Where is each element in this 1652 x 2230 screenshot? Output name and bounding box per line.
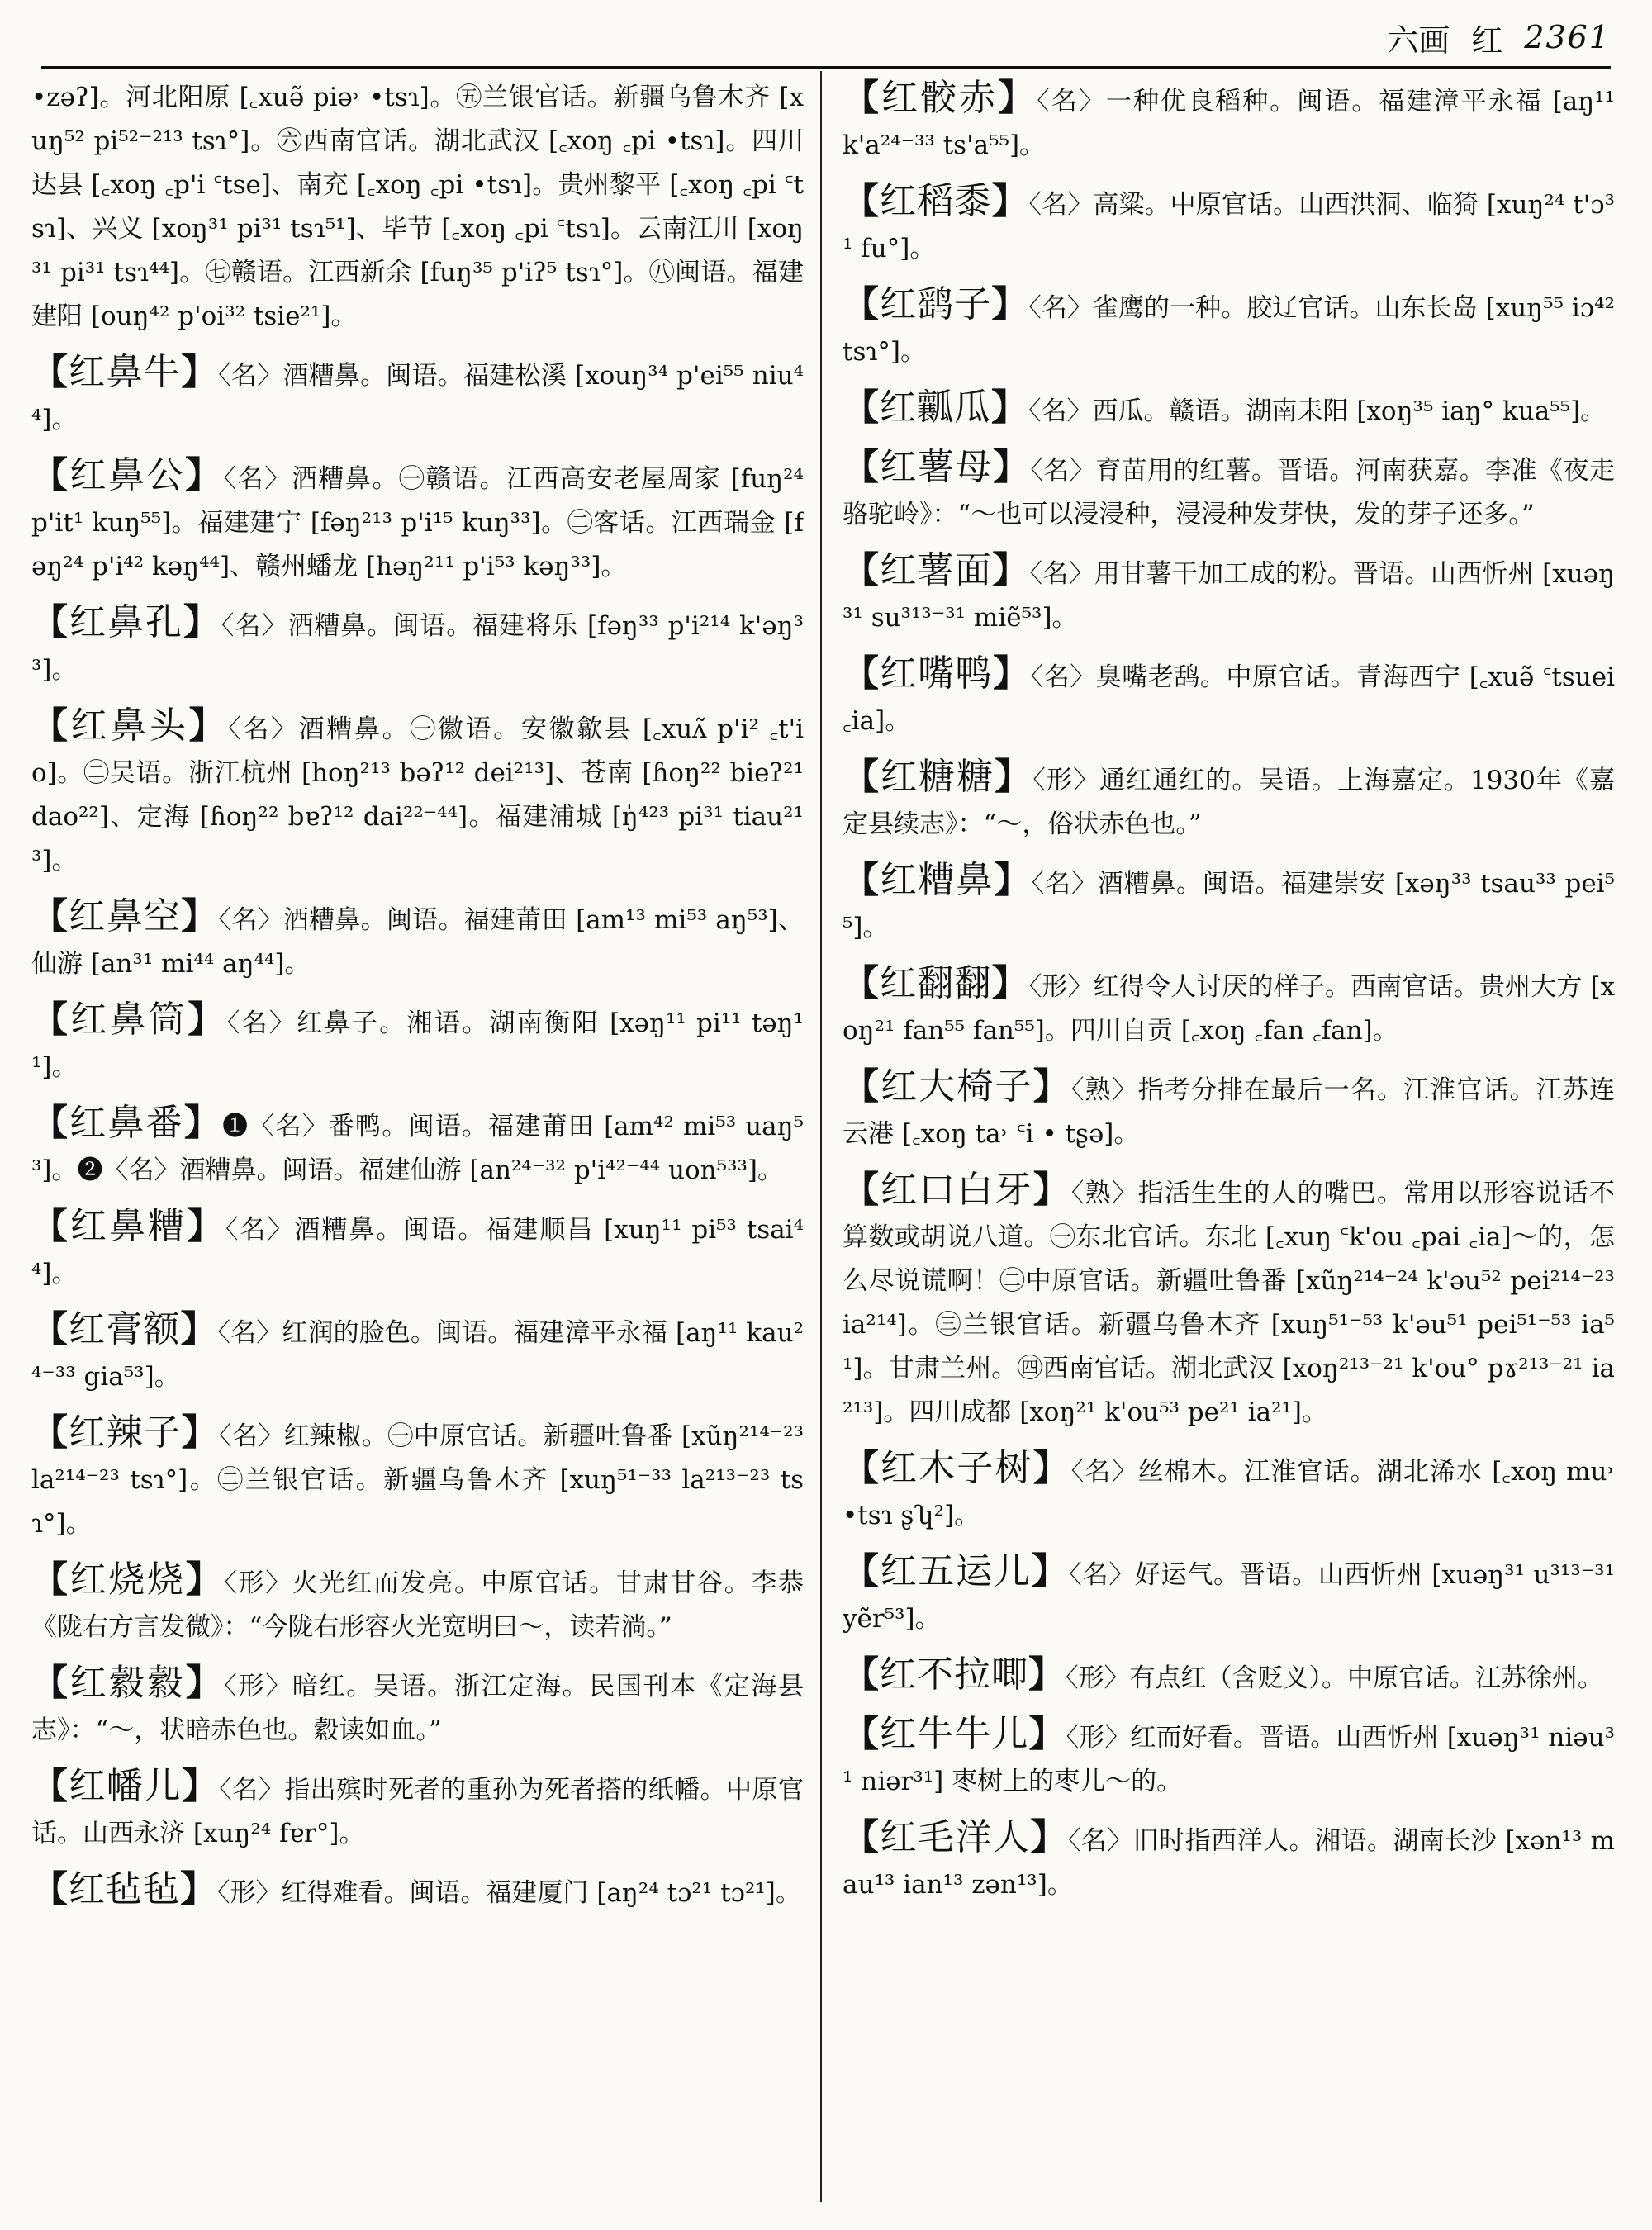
headword-text: 红鼻牛: [69, 351, 181, 393]
page-header: [1264, 12, 1611, 63]
headword-text: 红嘴鸭: [880, 652, 994, 695]
entry-definition: 〈形〉通红通红的。吴语。上海嘉定。1930年《嘉定县续志》：“～，俗状赤色也。”: [843, 766, 1615, 839]
bracket-open: 【: [843, 1816, 881, 1858]
left-entries: [31, 350, 804, 1915]
headword-text: 红薯面: [880, 549, 993, 591]
headword-text: 红鼻糟: [70, 1205, 187, 1247]
entry-headword: [843, 1065, 1071, 1108]
bracket-open: 【: [31, 895, 69, 937]
headword-text: 红不拉唧: [880, 1654, 1028, 1696]
bracket-open: 【: [843, 283, 881, 325]
bracket-close: 】: [993, 652, 1031, 695]
entry-definition: 〈名〉酒糟鼻。闽语。福建松溪 [xouŋ³⁴ p'ei⁵⁵ niu⁴⁴]。: [31, 361, 804, 434]
entry-headword: [843, 1713, 1066, 1755]
entry-headword: [31, 1765, 219, 1807]
entry-headword: [843, 652, 1031, 695]
dictionary-entry: [843, 1446, 1615, 1538]
bracket-open: 【: [843, 387, 880, 429]
bracket-close: 】: [1030, 1816, 1068, 1858]
bracket-open: 【: [843, 1713, 881, 1755]
entry-definition: 〈熟〉指活生生的人的嘴巴。常用以形容说话不算数或胡说八道。㊀东北官话。东北 [꜀xuŋ ꜂k'ou ꜀pai ꜀ia]～的，怎么尽说谎啊！㊁中原官话。新疆吐鲁番 [xũŋ²¹⁴⁻²⁴ k'əu⁵² pei²¹⁴⁻²³ ia²¹⁴]。㊂兰银官话。新疆乌鲁木齐 [xuŋ⁵¹⁻⁵³ k'əu⁵¹ pei⁵¹⁻⁵³ ia⁵¹]。甘肃兰州。㊃西南官话。湖北武汉 [xoŋ²¹³⁻²¹ k'ou° pɤ²¹³⁻²¹ ia²¹³]。四川成都 [xoŋ²¹ k'ou⁵³ pe²¹ ia²¹]。: [843, 1179, 1615, 1427]
bracket-open: 【: [31, 1868, 69, 1910]
headword-text: 红鼻番: [69, 1102, 184, 1144]
dictionary-entry: [31, 998, 804, 1089]
bracket-open: 【: [843, 180, 881, 222]
entry-definition: 〈名〉臭嘴老鸹。中原官话。青海西宁 [꜀xuə̃ ꜂tsuei ꜀ia]。: [843, 662, 1615, 736]
dictionary-entry: [843, 1065, 1615, 1156]
bracket-close: 】: [992, 446, 1031, 488]
entry-definition: 〈名〉用甘薯干加工成的粉。晋语。山西忻州 [xuəŋ³¹ su³¹³⁻³¹ miẽ⁵³]。: [843, 559, 1615, 633]
entry-headword: [31, 1559, 224, 1601]
bracket-close: 】: [188, 705, 229, 747]
entry-definition: 〈名〉红润的脸色。闽语。福建漳平永福 [aŋ¹¹ kau²⁴⁻³³ gia⁵³]。: [31, 1318, 804, 1392]
dictionary-entry: [843, 1168, 1615, 1435]
bracket-close: 】: [183, 601, 221, 643]
bracket-close: 】: [186, 1205, 225, 1247]
bracket-close: 】: [991, 180, 1029, 222]
dictionary-entry: [31, 1558, 804, 1649]
entry-definition: 〈名〉一种优良稻种。闽语。福建漳平永福 [aŋ¹¹ k'a²⁴⁻³³ ts'a⁵⁵]。: [843, 87, 1615, 160]
entry-headword: [31, 601, 221, 643]
headword-text: 红薯母: [880, 446, 993, 488]
entry-headword: [31, 705, 228, 747]
entry-definition: 〈名〉酒糟鼻。闽语。福建顺昌 [xuŋ¹¹ pi⁵³ tsai⁴⁴]。: [31, 1215, 804, 1288]
headword-text: 红翻翻: [880, 962, 992, 1004]
headword-text: 红毛洋人: [880, 1816, 1031, 1858]
headword-text: 红鼻筒: [70, 999, 188, 1041]
bracket-close: 】: [1028, 1654, 1066, 1696]
dictionary-entry: [843, 282, 1615, 374]
entry-definition: 〈名〉红鼻子。湘语。湖南衡阳 [xəŋ¹¹ pi¹¹ təŋ¹¹]。: [31, 1008, 804, 1082]
headword-text: 红五运儿: [880, 1550, 1032, 1592]
headword-text: 红毡毡: [69, 1868, 180, 1910]
dictionary-entry: [31, 600, 804, 692]
headword-text: 红鼻头: [70, 705, 189, 747]
bracket-open: 【: [31, 1102, 70, 1144]
entry-definition: 〈名〉酒糟鼻。㊀赣语。江西高安老屋周家 [fuŋ²⁴ p'it¹ kuŋ⁵⁵]。福建建宁 [fəŋ²¹³ p'i¹⁵ kuŋ³³]。㊁客话。江西瑞金 [fəŋ²⁴ p'i⁴² kəŋ⁴⁴]、赣州蟠龙 [həŋ²¹¹ p'i⁵³ kəŋ³³]。: [31, 464, 804, 581]
bracket-open: 【: [31, 1662, 70, 1704]
headword-text: 红木子树: [881, 1447, 1033, 1489]
entry-headword: [843, 77, 1037, 119]
entry-definition: 〈名〉高粱。中原官话。山西洪洞、临猗 [xuŋ²⁴ t'ɔ³¹ fu°]。: [843, 190, 1615, 263]
entry-headword: [843, 180, 1029, 222]
entry-definition: 〈名〉酒糟鼻。闽语。福建崇安 [xəŋ³³ tsau³³ pei⁵⁵]。: [843, 869, 1615, 942]
bracket-open: 【: [31, 1205, 70, 1247]
dictionary-entry: [843, 179, 1615, 271]
dictionary-entry: [843, 1712, 1615, 1804]
headword-text: 红幡儿: [69, 1765, 182, 1807]
dictionary-entry: [31, 1204, 804, 1296]
bracket-close: 】: [1032, 1169, 1071, 1211]
bracket-open: 【: [843, 859, 881, 901]
entry-definition: 〈形〉有点红（含贬义）。中原官话。江苏徐州。: [1066, 1663, 1603, 1693]
entry-headword: [843, 1816, 1068, 1858]
dictionary-entry: [843, 1815, 1615, 1907]
dictionary-entry: [843, 1653, 1615, 1701]
entry-definition: 〈名〉丝棉木。江淮官话。湖北浠水 [꜀xoŋ mu˒ •tsɿ ʂʮ²]。: [843, 1457, 1615, 1530]
bracket-open: 【: [31, 1559, 70, 1601]
bracket-open: 【: [31, 1765, 69, 1807]
bracket-open: 【: [31, 705, 71, 747]
bracket-open: 【: [843, 1550, 881, 1592]
headword-text: 红鹞子: [880, 283, 992, 325]
entry-definition: 〈名〉指出殡时死者的重孙为死者搭的纸幡。中原官话。山西永济 [xuŋ²⁴ fɐr°]。: [31, 1775, 804, 1848]
dictionary-entry: [843, 652, 1615, 743]
entry-definition: 〈形〉火光红而发亮。中原官话。甘肃甘谷。李恭《陇右方言发微》：“今陇右形容火光宽明曰～，读若淌。”: [31, 1568, 804, 1642]
dictionary-entry: [843, 755, 1615, 847]
page-number: 2361: [1524, 19, 1611, 55]
headword-text: 红鼻空: [69, 895, 182, 937]
entry-headword: [31, 1308, 218, 1350]
dictionary-entry: [31, 1867, 804, 1915]
bracket-close: 】: [1032, 1447, 1071, 1489]
dictionary-entry: [843, 548, 1615, 640]
entry-headword: [843, 1550, 1069, 1592]
entry-definition: 〈形〉红得令人讨厌的样子。西南官话。贵州大方 [xoŋ²¹ fan⁵⁵ fan⁵⁵]。四川自贡 [꜀xoŋ ꜀fan ꜀fan]。: [843, 972, 1615, 1046]
bracket-open: 【: [843, 652, 881, 695]
dictionary-entry: [843, 961, 1615, 1053]
headword-text: 红骹赤: [881, 77, 999, 119]
bracket-open: 【: [843, 1654, 880, 1696]
dictionary-entry: [31, 704, 804, 883]
headword-text: 红牛牛儿: [880, 1713, 1029, 1755]
bracket-close: 】: [181, 1765, 220, 1807]
dictionary-entry: [31, 1764, 804, 1856]
bracket-close: 】: [991, 283, 1029, 325]
left-column: [31, 76, 804, 2219]
bracket-open: 【: [843, 962, 881, 1004]
entry-definition: 〈形〉暗红。吴语。浙江定海。民国刊本《定海县志》：“～，状暗赤色也。縠读如血。”: [31, 1672, 804, 1745]
entry-definition: 〈名〉酒糟鼻。闽语。福建将乐 [fəŋ³³ p'i²¹⁴ k'əŋ³³]。: [31, 611, 804, 685]
bracket-close: 】: [183, 1102, 223, 1144]
entry-headword: [843, 962, 1029, 1004]
dictionary-entry: [31, 1307, 804, 1399]
bracket-close: 】: [991, 962, 1029, 1004]
entry-headword: [31, 1205, 225, 1247]
bracket-close: 】: [188, 999, 227, 1041]
section-label: 六画: [1387, 21, 1450, 59]
headword-text: 红縠縠: [69, 1662, 186, 1704]
headword-text: 红糖糖: [881, 756, 995, 798]
entry-definition: 〈名〉旧时指西洋人。湘语。湖南长沙 [xən¹³ mau¹³ ian¹³ zən¹³]。: [843, 1826, 1615, 1900]
bracket-close: 】: [1032, 1065, 1071, 1108]
entry-definition: 〈名〉酒糟鼻。闽语。福建莆田 [am¹³ mi⁵³ aŋ⁵³]、仙游 [an³¹ mi⁴⁴ aŋ⁴⁴]。: [31, 905, 804, 979]
entry-definition: 〈形〉红而好看。晋语。山西忻州 [xuəŋ³¹ niəu³¹ niər³¹] 枣树上的枣儿～的。: [843, 1723, 1615, 1796]
bracket-open: 【: [843, 446, 881, 488]
dictionary-entry: [31, 1101, 804, 1193]
dictionary-entry: [843, 445, 1615, 537]
bracket-close: 】: [1031, 1550, 1070, 1592]
bracket-close: 】: [181, 895, 219, 937]
headword-text: 红糟鼻: [880, 859, 995, 901]
bracket-close: 】: [180, 1868, 217, 1910]
bracket-close: 】: [180, 1308, 218, 1350]
top-rule: [41, 66, 1611, 69]
entry-definition: 〈名〉育苗用的红薯。晋语。河南获嘉。李准《夜走骆驼岭》：“～也可以浸浸种，浸浸种发芽快，发的芽子还多。”: [843, 456, 1615, 529]
entry-headword: [31, 895, 218, 937]
entry-headword: [843, 387, 1028, 429]
right-column: [843, 76, 1615, 2219]
dictionary-entry: [843, 386, 1615, 434]
entry-headword: [31, 351, 218, 393]
entry-definition: 〈名〉雀鹰的一种。胶辽官话。山东长岛 [xuŋ⁵⁵ iɔ⁴² tsɿ°]。: [843, 293, 1615, 367]
headword-text: 红稻黍: [880, 180, 992, 222]
entry-headword: [843, 859, 1032, 901]
bracket-open: 【: [843, 77, 882, 119]
bracket-open: 【: [31, 351, 69, 393]
entry-definition: 〈名〉酒糟鼻。㊀徽语。安徽歙县 [꜀xuʌ̃ p'i² ꜀t'io]。㊁吴语。浙江杭州 [hoŋ²¹³ bəʔ¹² dei²¹³]、苍南 [ɦoŋ²² bieʔ²¹ dao²²]、定海 [ɦoŋ²² bɐʔ¹² dai²²⁻⁴⁴]。福建浦城 [ŋ̍⁴²³ pi³¹ tiau²¹³]。: [31, 714, 804, 875]
right-entries: [843, 76, 1615, 1907]
entry-headword: [31, 1102, 222, 1144]
entry-definition: ❶〈名〉番鸭。闽语。福建莆田 [am⁴² mi⁵³ uaŋ⁵³]。❷〈名〉酒糟鼻。闽语。福建仙游 [an²⁴⁻³² p'i⁴²⁻⁴⁴ uon⁵³³]。: [31, 1112, 804, 1185]
entry-headword: [31, 1662, 224, 1704]
bracket-open: 【: [843, 549, 881, 591]
bracket-close: 】: [1028, 1713, 1066, 1755]
bracket-close: 】: [180, 351, 219, 393]
column-divider: [820, 71, 822, 2202]
entry-headword: [843, 549, 1030, 591]
headword-text: 红口白牙: [881, 1169, 1033, 1211]
bracket-open: 【: [843, 1065, 881, 1108]
entry-headword: [843, 1654, 1066, 1696]
bracket-close: 】: [991, 387, 1028, 429]
dictionary-entry: [843, 858, 1615, 950]
bracket-open: 【: [843, 1447, 881, 1489]
bracket-close: 】: [994, 859, 1032, 901]
entry-headword: [31, 1868, 217, 1910]
entry-headword: [843, 1169, 1071, 1211]
bracket-close: 】: [998, 77, 1037, 119]
entry-headword: [843, 1447, 1071, 1489]
headword-text: 红瓤瓜: [880, 387, 991, 429]
bracket-close: 】: [185, 1559, 225, 1601]
bracket-open: 【: [843, 756, 881, 798]
bracket-close: 】: [181, 1412, 220, 1454]
dictionary-entry: [843, 1549, 1615, 1641]
bracket-open: 【: [31, 454, 70, 496]
entry-headword: [31, 1412, 219, 1454]
bracket-close: 】: [185, 1662, 225, 1704]
dictionary-entry: [31, 1411, 804, 1546]
entry-definition: 〈形〉红得难看。闽语。福建厦门 [aŋ²⁴ tɔ²¹ tɔ²¹]。: [217, 1878, 801, 1908]
bracket-open: 【: [31, 1412, 69, 1454]
headword-text: 红大椅子: [881, 1065, 1033, 1108]
entry-definition: 〈熟〉指考分排在最后一名。江淮官话。江苏连云港 [꜀xoŋ ta˒ ꜂i • tʂə]。: [843, 1075, 1615, 1149]
entry-headword: [843, 756, 1032, 798]
dictionary-entry: [843, 76, 1615, 168]
continuation-text: •zəʔ]。河北阳原 [꜀xuə̃ piə˒ •tsɿ]。㊄兰银官话。新疆乌鲁木齐 [xuŋ⁵² pi⁵²⁻²¹³ tsɿ°]。㊅西南官话。湖北武汉 [꜀xoŋ ꜀pi •tsɿ]。四川达县 [꜀xoŋ ꜀p'i ꜂tse]、南充 [꜀xoŋ ꜀pi •tsɿ]。贵州黎平 [꜀xoŋ ꜀pi ꜂tsɿ]、兴义 [xoŋ³¹ pi³¹ tsɿ⁵¹]、毕节 [꜀xoŋ ꜀pi ꜂tsɿ]。云南江川 [xoŋ³¹ pi³¹ tsɿ⁴⁴]。㊆赣语。江西新余 [fuŋ³⁵ p'iʔ⁵ tsɿ°]。㊇闽语。福建建阳 [ouŋ⁴² p'oi³² tsie²¹]。: [31, 83, 804, 331]
bracket-close: 】: [992, 549, 1030, 591]
bracket-open: 【: [843, 1169, 881, 1211]
entry-definition: 〈名〉西瓜。赣语。湖南耒阳 [xoŋ³⁵ iaŋ° kua⁵⁵]。: [1028, 396, 1607, 426]
header-char: 红: [1471, 21, 1503, 59]
bracket-close: 】: [185, 454, 224, 496]
bracket-close: 】: [995, 756, 1033, 798]
entry-headword: [31, 999, 227, 1041]
headword-text: 红烧烧: [69, 1559, 186, 1601]
headword-text: 红辣子: [69, 1412, 182, 1454]
entry-definition: 〈名〉红辣椒。㊀中原官话。新疆吐鲁番 [xũŋ²¹⁴⁻²³ la²¹⁴⁻²³ tsɿ°]。㊁兰银官话。新疆乌鲁木齐 [xuŋ⁵¹⁻³³ la²¹³⁻²³ tsɿ°]。: [31, 1421, 804, 1539]
bracket-open: 【: [31, 999, 71, 1041]
entry-definition: 〈名〉好运气。晋语。山西忻州 [xuəŋ³¹ u³¹³⁻³¹ yẽr⁵³]。: [843, 1560, 1615, 1634]
dictionary-entry: [31, 453, 804, 589]
headword-text: 红鼻孔: [69, 601, 183, 643]
dictionary-entry: [31, 350, 804, 442]
entry-headword: [843, 446, 1030, 488]
headword-text: 红膏额: [69, 1308, 181, 1350]
entry-headword: [843, 283, 1028, 325]
bracket-open: 【: [31, 601, 69, 643]
dictionary-entry: [31, 894, 804, 986]
bracket-open: 【: [31, 1308, 69, 1350]
dictionary-entry: [31, 1661, 804, 1753]
headword-text: 红鼻公: [69, 454, 186, 496]
entry-headword: [31, 454, 224, 496]
